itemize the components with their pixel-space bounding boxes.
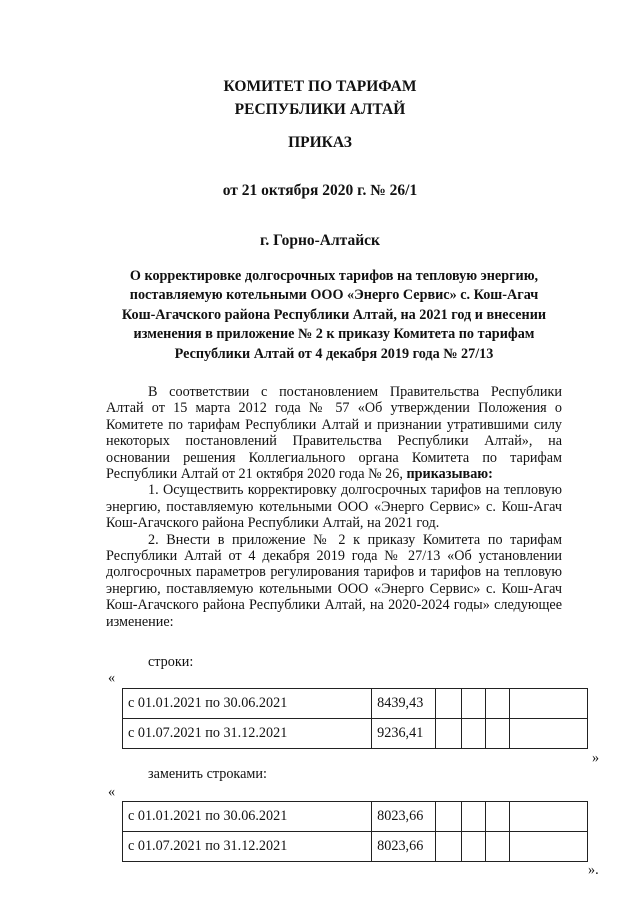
order-title	[108, 267, 560, 364]
empty-cell	[461, 802, 485, 832]
tariff-value-cell: 8023,66	[372, 832, 436, 862]
title-line: Кош-Агачского района Республики Алтай, на 2021 год и внесении	[121, 306, 547, 323]
period-cell: с 01.07.2021 по 31.12.2021	[123, 719, 372, 749]
empty-cell	[509, 832, 587, 862]
paragraph-item-2: 2. Внести в приложение № 2 к приказу Комитета по тарифам Республики Алтай от 4 декабря 2019 года № 27/13 «Об установлении долгосрочных параметров регулирования тарифов и тарифов на тепловую энергию, поставляемую котельными ООО «Энерго Сервис» с. Кош-Агач Кош-Агачского района Республики Алтай, на 2020-2024 годы» следующее изменение:	[106, 531, 562, 630]
empty-cell	[461, 719, 485, 749]
period-cell: с 01.07.2021 по 31.12.2021	[123, 832, 372, 862]
empty-cell	[435, 802, 461, 832]
new-rows-label: заменить строками:	[148, 766, 267, 782]
empty-cell	[435, 689, 461, 719]
title-line: поставляемую котельными ООО «Энерго Сервис» с. Кош-Агач	[129, 287, 539, 304]
quote-close-final: ».	[588, 862, 599, 878]
empty-cell	[509, 719, 587, 749]
table-row	[123, 802, 588, 832]
empty-cell	[509, 689, 587, 719]
empty-cell	[485, 689, 509, 719]
committee-name-line1: КОМИТЕТ ПО ТАРИФАМ	[223, 78, 417, 95]
table-row	[123, 689, 588, 719]
quote-close-old: »	[592, 750, 600, 766]
empty-cell	[485, 719, 509, 749]
document-type: ПРИКАЗ	[288, 134, 352, 151]
tariff-value-cell: 8023,66	[372, 802, 436, 832]
empty-cell	[461, 689, 485, 719]
city: г. Горно-Алтайск	[260, 232, 380, 249]
table-row	[123, 719, 588, 749]
order-body	[106, 384, 562, 630]
title-line: О корректировке долгосрочных тарифов на тепловую энергию,	[129, 268, 539, 284]
tariff-value-cell: 8439,43	[372, 689, 436, 719]
old-rows-label: строки:	[148, 654, 194, 670]
preamble-paragraph	[106, 384, 562, 482]
empty-cell	[435, 719, 461, 749]
empty-cell	[509, 802, 587, 832]
empty-cell	[485, 832, 509, 862]
committee-name-line2: РЕСПУБЛИКИ АЛТАЙ	[234, 101, 406, 118]
empty-cell	[435, 832, 461, 862]
title-line: изменения в приложение № 2 к приказу Комитета по тарифам	[133, 326, 535, 343]
period-cell: с 01.01.2021 по 30.06.2021	[123, 689, 372, 719]
quote-open-new: «	[108, 784, 116, 800]
period-cell: с 01.01.2021 по 30.06.2021	[123, 802, 372, 832]
tariff-value-cell: 9236,41	[372, 719, 436, 749]
table-row	[123, 832, 588, 862]
order-date-number: от 21 октября 2020 г. № 26/1	[222, 182, 418, 199]
empty-cell	[461, 832, 485, 862]
order-verb: приказываю:	[406, 466, 493, 483]
old-tariff-table	[122, 688, 588, 749]
new-tariff-table	[122, 801, 588, 862]
empty-cell	[485, 802, 509, 832]
paragraph-item-1: 1. Осуществить корректировку долгосрочных тарифов на тепловую энергию, поставляемую котельными ООО «Энерго Сервис» с. Кош-Агач Кош-Агачского района Республики Алтай, на 2021 год.	[106, 482, 562, 532]
quote-open-old: «	[108, 670, 116, 686]
preamble-text: В соответствии с постановлением Правительства Республики Алтай от 15 марта 2012 года № 57 «Об утверждении Положения о Комитете по тарифам Республики Алтай и признании утратившими силу некоторых постановлений Правительства Республики Алтай», на основании решения Коллегиального органа Комитета по тарифам Республики Алтай от 21 октября 2020 года № 26,	[106, 384, 562, 483]
title-line: Республики Алтай от 4 декабря 2019 года № 27/13	[174, 345, 494, 362]
